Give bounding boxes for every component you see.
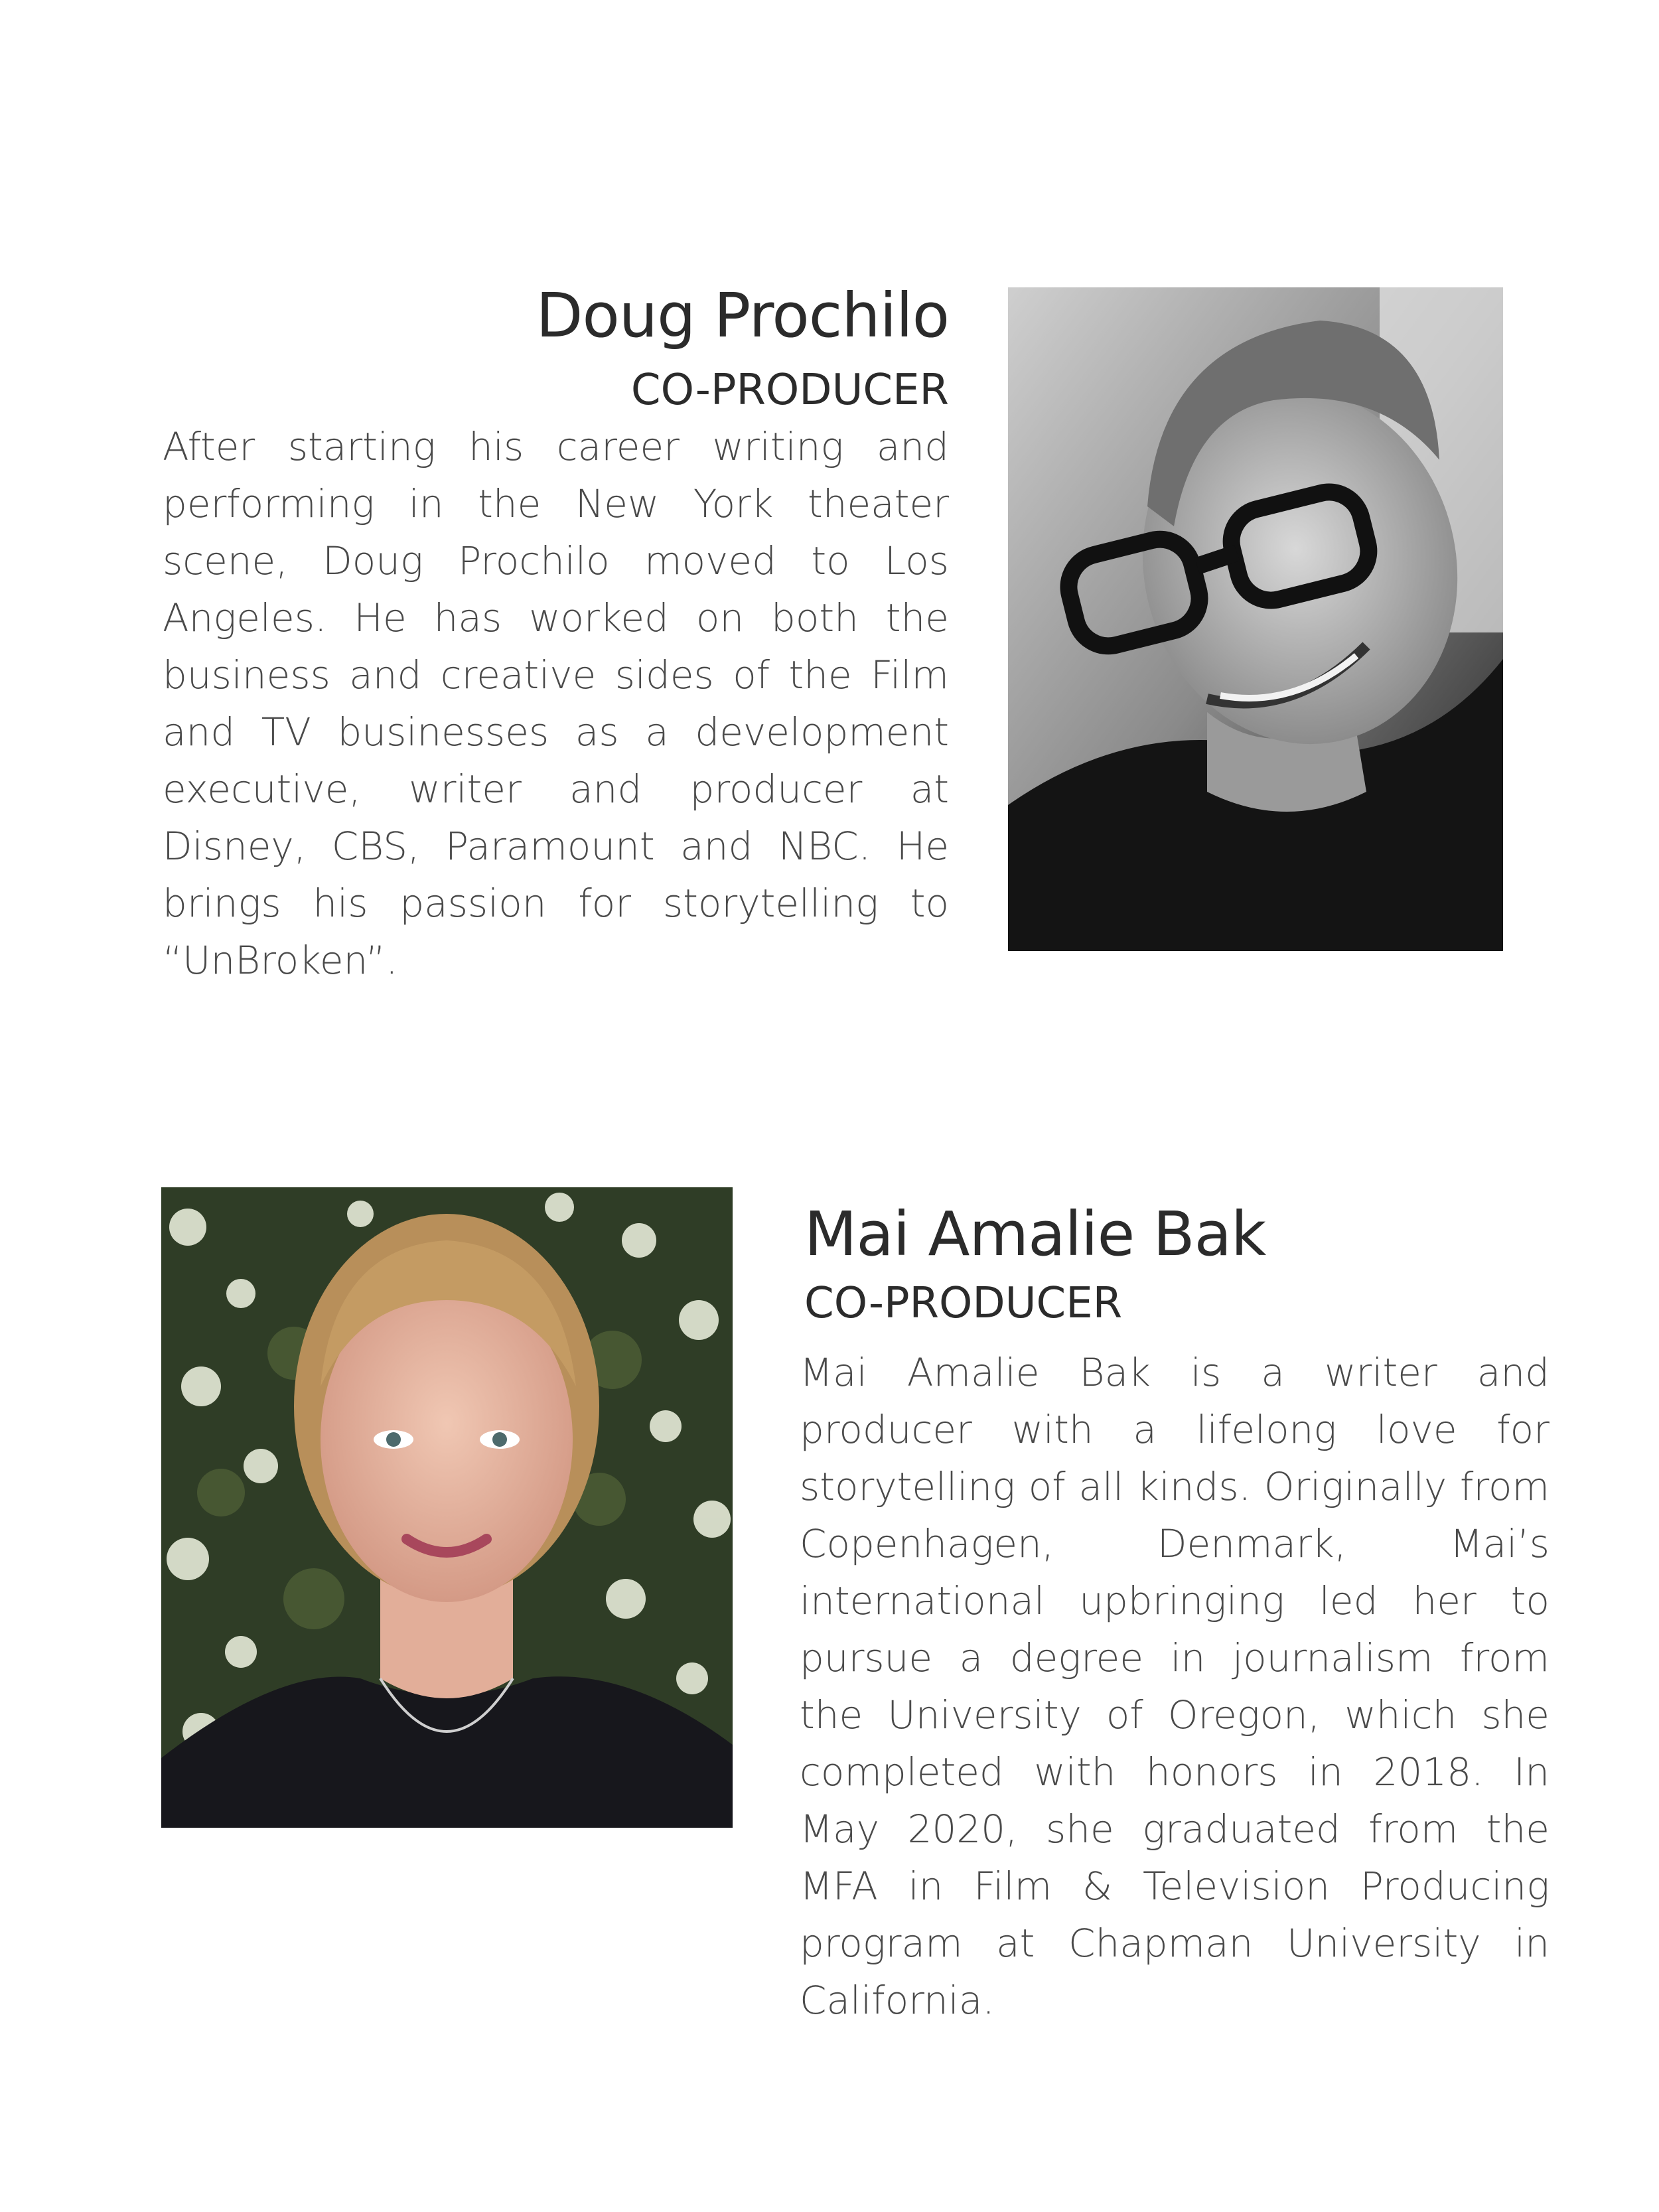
- profile-bio: After starting his career writing and performing in the New York theater scene, Doug Prochilo moved to Los Angeles. He has worked on both the business and creative sides of the Film and TV businesses as a development executive, writer and producer at Disney, CBS, Paramount and NBC. He brings his passion for storytelling to “UnBroken”.: [163, 424, 949, 983]
- profile-name: Doug Prochilo: [536, 280, 949, 351]
- portrait-woman-image: [161, 1187, 733, 1828]
- portrait-man-image: [1008, 287, 1503, 951]
- profile-photo: [161, 1187, 733, 1828]
- profile-photo: [1008, 287, 1503, 951]
- profile-name: Mai Amalie Bak: [804, 1199, 1266, 1270]
- profile-role: CO-PRODUCER: [804, 1279, 1123, 1328]
- profile-role: CO-PRODUCER: [630, 366, 949, 415]
- profile-bio: Mai Amalie Bak is a writer and producer with a lifelong love for storytelling of all kinds. Originally from Copenhagen, Denmark, Mai’s international upbringing led her to pursue a degree in journalism from the University of Oregon, which she completed with honors in 2018. In May 2020, she graduated from the MFA in Film & Television Producing program at Chapman University in California.: [800, 1350, 1550, 2023]
